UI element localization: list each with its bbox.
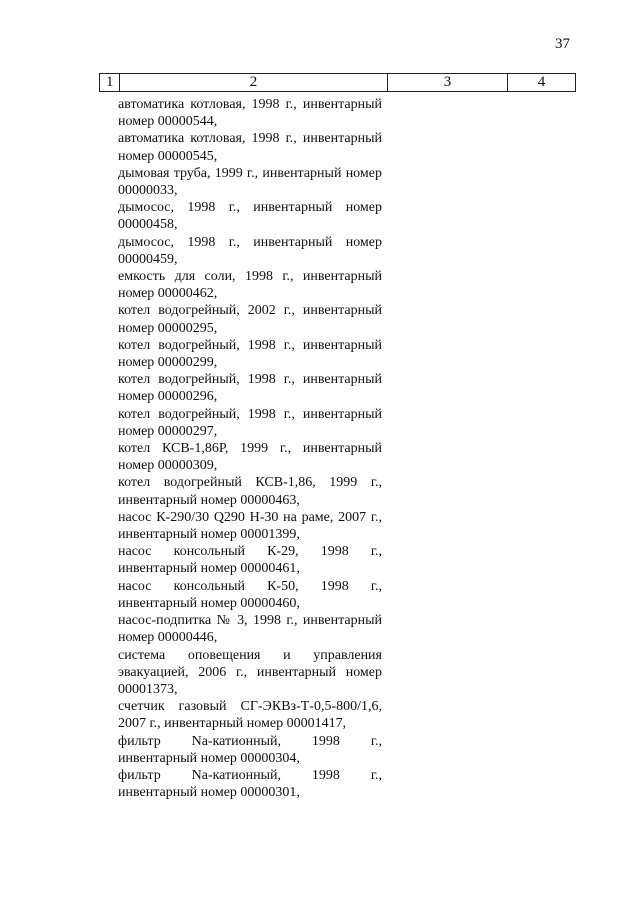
column-header-3: 3 (388, 74, 508, 92)
asset-entry: фильтр Na-катионный, 1998 г., инвентарный номер 00000301, (118, 767, 382, 801)
asset-entry: котел водогрейный КСВ-1,86, 1999 г., инвентарный номер 00000463, (118, 475, 382, 508)
asset-entry: насос консольный К-50, 1998 г., инвентарный номер 00000460, (118, 578, 382, 611)
column-header-table (99, 73, 576, 92)
asset-entry: автоматика котловая, 1998 г., инвентарный номер 00000544, (118, 97, 382, 130)
column-header-2: 2 (120, 74, 388, 92)
asset-entry: система оповещения и управления эвакуацией, 2006 г., инвентарный номер 00001373, (118, 647, 382, 697)
asset-entry: автоматика котловая, 1998 г., инвентарный номер 00000545, (118, 131, 382, 164)
asset-entry: котел водогрейный, 2002 г., инвентарный номер 00000295, (118, 303, 382, 336)
asset-entry: счетчик газовый СГ-ЭКВз-Т-0,5-800/1,6, 2007 г., инвентарный номер 00001417, (118, 699, 382, 732)
column-header-1: 1 (100, 74, 120, 92)
column-header-row (100, 74, 576, 92)
asset-entry: дымосос, 1998 г., инвентарный номер 00000459, (118, 234, 382, 267)
asset-entry: дымосос, 1998 г., инвентарный номер 00000458, (118, 200, 382, 233)
asset-entry: котел водогрейный, 1998 г., инвентарный номер 00000296, (118, 372, 382, 405)
asset-entry: дымовая труба, 1999 г., инвентарный номер 00000033, (118, 165, 382, 199)
column-header-4: 4 (508, 74, 576, 92)
asset-entry: насос консольный К-29, 1998 г., инвентарный номер 00000461, (118, 544, 382, 577)
asset-entry: котел водогрейный, 1998 г., инвентарный номер 00000299, (118, 337, 382, 371)
asset-entry: насос К-290/30 Q290 Н-30 на раме, 2007 г., инвентарный номер 00001399, (118, 509, 382, 543)
asset-entry: насос-подпитка № 3, 1998 г., инвентарный номер 00000446, (118, 613, 382, 646)
asset-list (118, 96, 382, 801)
page-number: 37 (555, 36, 570, 52)
asset-entry: фильтр Na-катионный, 1998 г., инвентарный номер 00000304, (118, 733, 382, 766)
asset-entry: емкость для соли, 1998 г., инвентарный номер 00000462, (118, 269, 382, 302)
asset-entry: котел КСВ-1,86Р, 1999 г., инвентарный номер 00000309, (118, 441, 382, 474)
asset-entry: котел водогрейный, 1998 г., инвентарный номер 00000297, (118, 406, 382, 439)
